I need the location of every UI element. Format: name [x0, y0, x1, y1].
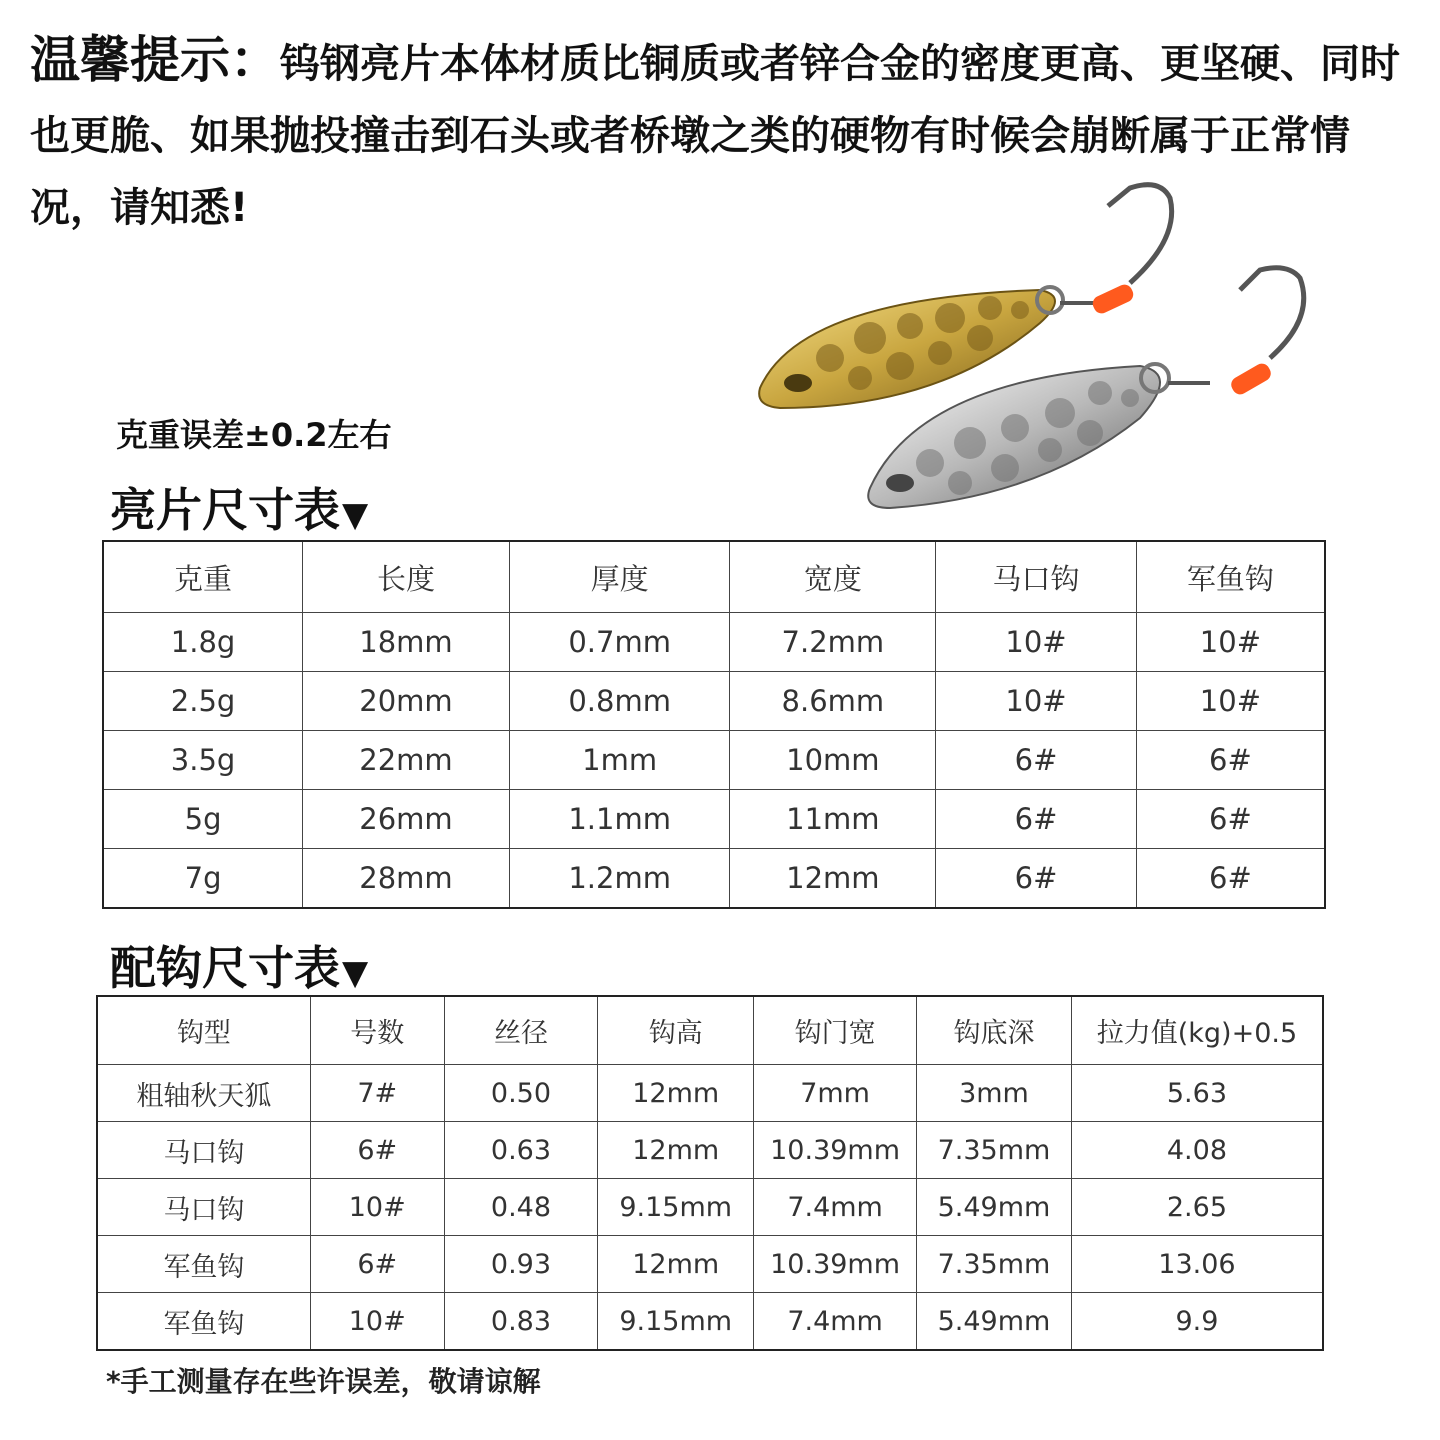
header-cell: 号数	[310, 996, 444, 1065]
header-cell: 宽度	[730, 541, 936, 613]
notice-label: 温馨提示：	[30, 31, 280, 89]
notice-text: 钨钢亮片本体材质比铜质或者锌合金的密度更高、更坚硬、同时也更脆、如果抛投撞击到石头或者桥墩之类的硬物有时候会崩断属于正常情况，请知悉!	[30, 41, 1400, 231]
table-cell: 6#	[1136, 849, 1325, 909]
table-row	[97, 1065, 1323, 1122]
table-row	[97, 1236, 1323, 1293]
table-cell: 6#	[936, 790, 1137, 849]
down-triangle-icon: ▼	[342, 953, 369, 993]
table-cell: 6#	[936, 849, 1137, 909]
table-cell: 10.39mm	[754, 1236, 917, 1293]
table-cell: 粗轴秋天狐	[97, 1065, 310, 1122]
table-cell: 9.15mm	[598, 1179, 754, 1236]
table-cell: 6#	[310, 1236, 444, 1293]
table-cell: 0.83	[444, 1293, 598, 1351]
table-cell: 马口钩	[97, 1179, 310, 1236]
header-cell: 军鱼钩	[1136, 541, 1325, 613]
table-cell: 0.63	[444, 1122, 598, 1179]
table-cell: 5.49mm	[917, 1293, 1072, 1351]
table-row	[103, 672, 1325, 731]
hook-size-table-title	[110, 932, 368, 998]
table-cell: 0.93	[444, 1236, 598, 1293]
table-cell: 0.7mm	[509, 613, 730, 672]
table-row	[97, 1179, 1323, 1236]
table-cell: 22mm	[303, 731, 510, 790]
header-cell: 长度	[303, 541, 510, 613]
table-cell: 10#	[310, 1179, 444, 1236]
down-triangle-icon: ▼	[342, 495, 369, 535]
table-cell: 12mm	[730, 849, 936, 909]
measurement-footnote: *手工测量存在些许误差，敬请谅解	[106, 1365, 541, 1398]
table-cell: 10#	[936, 672, 1137, 731]
header-cell: 厚度	[509, 541, 730, 613]
table-cell: 26mm	[303, 790, 510, 849]
table-cell: 13.06	[1071, 1236, 1323, 1293]
table-cell: 2.65	[1071, 1179, 1323, 1236]
table-cell: 7.2mm	[730, 613, 936, 672]
table-cell: 12mm	[598, 1065, 754, 1122]
spoon-size-title-text: 亮片尺寸表	[110, 483, 340, 537]
table-cell: 军鱼钩	[97, 1236, 310, 1293]
table-cell: 0.48	[444, 1179, 598, 1236]
table-row	[103, 613, 1325, 672]
table-cell: 1.2mm	[509, 849, 730, 909]
table-cell: 12mm	[598, 1236, 754, 1293]
table-cell: 军鱼钩	[97, 1293, 310, 1351]
table-cell: 5.49mm	[917, 1179, 1072, 1236]
table-cell: 马口钩	[97, 1122, 310, 1179]
table-cell: 10mm	[730, 731, 936, 790]
table-cell: 7.35mm	[917, 1122, 1072, 1179]
table-row	[103, 849, 1325, 909]
table-cell: 10#	[1136, 613, 1325, 672]
table-cell: 7.4mm	[754, 1293, 917, 1351]
table-cell: 9.9	[1071, 1293, 1323, 1351]
table-cell: 6#	[1136, 731, 1325, 790]
spoon-size-table	[102, 540, 1326, 909]
weight-tolerance-note: 克重误差±0.2左右	[116, 416, 392, 454]
hook-size-title-text: 配钩尺寸表	[110, 941, 340, 995]
lure-product-image	[740, 178, 1320, 518]
table-cell: 7.4mm	[754, 1179, 917, 1236]
table-cell: 6#	[936, 731, 1137, 790]
table-cell: 3mm	[917, 1065, 1072, 1122]
table-cell: 6#	[1136, 790, 1325, 849]
table-row	[103, 731, 1325, 790]
header-cell: 马口钩	[936, 541, 1137, 613]
table-cell: 12mm	[598, 1122, 754, 1179]
table-cell: 10.39mm	[754, 1122, 917, 1179]
hook-size-table	[96, 995, 1324, 1351]
table-row	[97, 1293, 1323, 1351]
table-cell: 6#	[310, 1122, 444, 1179]
table-cell: 7#	[310, 1065, 444, 1122]
header-cell: 拉力值(kg)+0.5	[1071, 996, 1323, 1065]
table-cell: 1.8g	[103, 613, 303, 672]
table-cell: 20mm	[303, 672, 510, 731]
header-cell: 丝径	[444, 996, 598, 1065]
header-cell: 钩高	[598, 996, 754, 1065]
table-cell: 10#	[936, 613, 1137, 672]
table-cell: 7.35mm	[917, 1236, 1072, 1293]
table-cell: 8.6mm	[730, 672, 936, 731]
table-cell: 1.1mm	[509, 790, 730, 849]
table-cell: 5.63	[1071, 1065, 1323, 1122]
table-cell: 2.5g	[103, 672, 303, 731]
table-row	[103, 790, 1325, 849]
table-cell: 10#	[310, 1293, 444, 1351]
table-cell: 1mm	[509, 731, 730, 790]
table-cell: 18mm	[303, 613, 510, 672]
spoon-size-table-title	[110, 474, 368, 540]
table-cell: 7mm	[754, 1065, 917, 1122]
table-cell: 3.5g	[103, 731, 303, 790]
header-cell: 钩底深	[917, 996, 1072, 1065]
header-cell: 钩门宽	[754, 996, 917, 1065]
table-cell: 9.15mm	[598, 1293, 754, 1351]
table-cell: 0.50	[444, 1065, 598, 1122]
table-cell: 7g	[103, 849, 303, 909]
table-cell: 0.8mm	[509, 672, 730, 731]
header-cell: 钩型	[97, 996, 310, 1065]
table-cell: 10#	[1136, 672, 1325, 731]
table-row	[97, 1122, 1323, 1179]
header-cell: 克重	[103, 541, 303, 613]
table-header-row	[103, 541, 1325, 613]
table-cell: 11mm	[730, 790, 936, 849]
table-cell: 5g	[103, 790, 303, 849]
table-cell: 28mm	[303, 849, 510, 909]
table-header-row	[97, 996, 1323, 1065]
table-cell: 4.08	[1071, 1122, 1323, 1179]
